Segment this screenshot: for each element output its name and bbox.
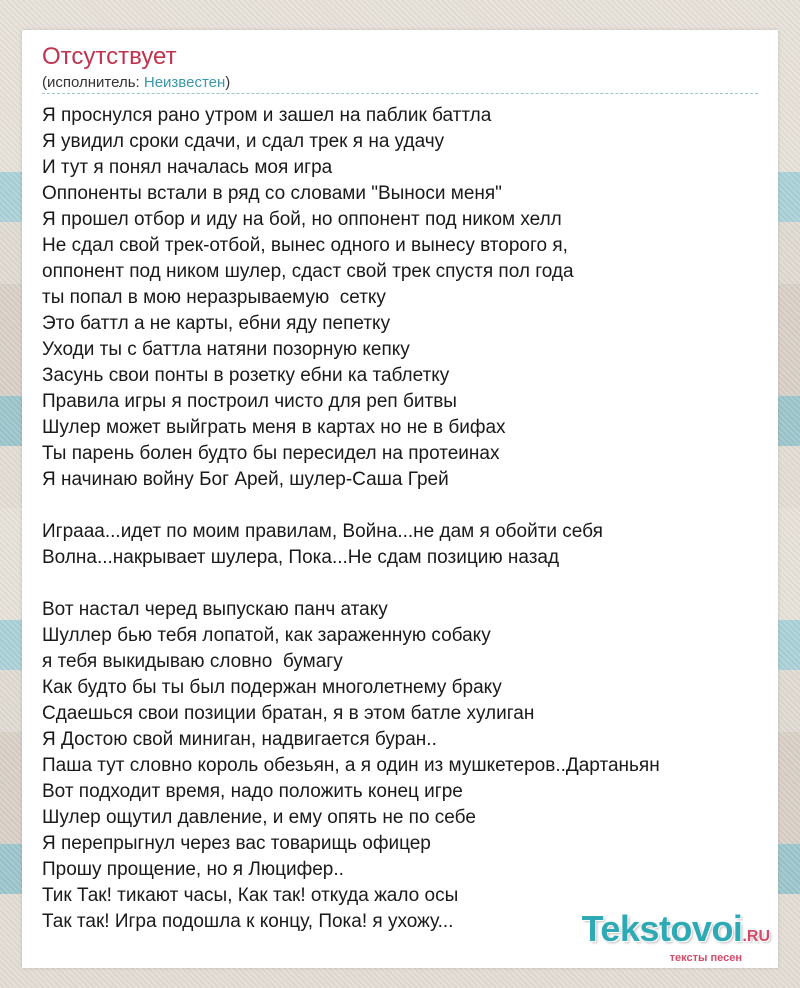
title-divider (42, 93, 758, 94)
lyric-line: Как будто бы ты был подержан многолетнему браку (42, 677, 502, 698)
lyric-line: Я перепрыгнул через вас товарищь офицер (42, 833, 431, 854)
logo-tagline: тексты песен (669, 952, 742, 964)
lyric-line: Тик Так! тикают часы, Как так! откуда жало осы (42, 885, 459, 906)
lyric-line: Правила игры я построил чисто для реп битвы (42, 391, 457, 412)
lyric-line: Не сдал свой трек-отбой, вынес одного и вынесу второго я, (42, 235, 568, 256)
lyric-line (42, 571, 762, 597)
lyric-line: Сдаешься свои позиции братан, я в этом батле хулиган (42, 703, 535, 724)
lyric-line: Прошу прощение, но я Люцифер.. (42, 859, 344, 880)
lyrics-card (22, 30, 778, 968)
lyric-line: Паша тут словно король обезьян, а я один из мушкетеров..Дартаньян (42, 755, 660, 776)
lyric-line: Ты парень болен будто бы пересидел на протеинах (42, 443, 500, 464)
lyric-line: Это баттл а не карты, ебни яду пепетку (42, 313, 391, 334)
lyric-line: Уходи ты с баттла натяни позорную кепку (42, 339, 410, 360)
artist-suffix: ) (225, 74, 231, 91)
lyric-line: Оппоненты встали в ряд со словами "Выноси меня" (42, 183, 502, 204)
logo-domain: .RU (742, 928, 770, 945)
song-title: Отсутствует (42, 43, 177, 70)
lyric-line: Я увидил сроки сдачи, и сдал трек я на удачу (42, 131, 445, 152)
lyric-line (42, 493, 762, 519)
lyric-line: Шуллер бью тебя лопатой, как зараженную собаку (42, 625, 491, 646)
lyrics-text (42, 103, 762, 935)
lyric-line: Шулер ощутил давление, и ему опять не по себе (42, 807, 476, 828)
lyric-line: Я прошел отбор и иду на бой, но оппонент под ником хелл (42, 209, 562, 230)
artist-prefix: (исполнитель: (42, 74, 144, 91)
site-logo[interactable] (582, 910, 770, 964)
lyric-line: Засунь свои понты в розетку ебни ка таблетку (42, 365, 450, 386)
lyric-line: я тебя выкидываю словно бумагу (42, 651, 343, 672)
lyric-line: ты попал в мою неразрываемую сетку (42, 287, 386, 308)
lyric-line: И тут я понял началась моя игра (42, 157, 333, 178)
lyric-line: Шулер может выйграть меня в картах но не в бифах (42, 417, 506, 438)
lyric-line: оппонент под ником шулер, сдаст свой трек спустя пол года (42, 261, 574, 282)
lyric-line: Так так! Игра подошла к концу, Пока! я ухожу... (42, 911, 454, 932)
artist-line (42, 74, 230, 92)
lyric-line: Я Достою свой миниган, надвигается буран.. (42, 729, 437, 750)
lyric-line: Я проснулся рано утром и зашел на паблик баттла (42, 105, 492, 126)
artist-link[interactable]: Неизвестен (143, 74, 226, 91)
lyric-line: Я начинаю войну Бог Арей, шулер-Саша Грей (42, 469, 449, 490)
lyric-line: Вот подходит время, надо положить конец игре (42, 781, 463, 802)
lyric-line: Волна...накрывает шулера, Пока...Не сдам позицию назад (42, 547, 560, 568)
logo-name: Tekstovoi (581, 908, 743, 949)
lyric-line: Играаа...идет по моим правилам, Война...не дам я обойти себя (42, 521, 603, 542)
lyric-line: Вот настал черед выпускаю панч атаку (42, 599, 388, 620)
